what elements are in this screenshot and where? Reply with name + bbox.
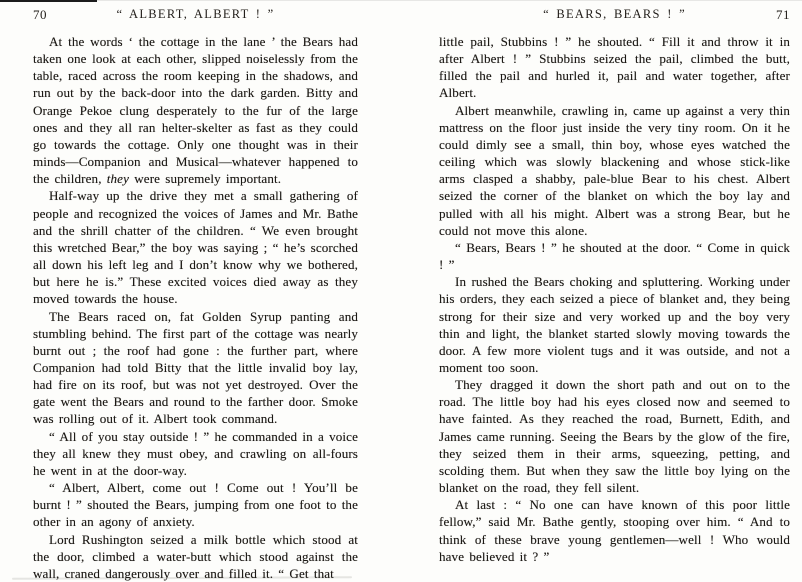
- page-number: 70: [33, 7, 47, 22]
- page-number: 71: [776, 7, 790, 22]
- text-segment: little pail, Stubbins ! ” he shouted. “ Fill it and throw it in after Albert ! ” Stubbins seized the pail, climbed the butt, filled the pail and hurled it, pail and water together, after Albert.: [439, 34, 790, 101]
- text-segment: “ All of you stay outside ! ” he commanded in a voice they all knew they must obey, and crawling on all-fours he went in at the door-way.: [33, 428, 358, 478]
- text-block-left: [33, 33, 358, 582]
- paragraph: [33, 428, 358, 479]
- text-segment: At last : “ No one can have known of this poor little fellow,” said Mr. Bathe gently, stooping over him. “ And to think of these brave young gentlemen—well ! Who would have believed it ? ”: [439, 497, 790, 564]
- page-left: [0, 0, 401, 580]
- italic-text: they: [106, 171, 130, 187]
- paragraph: [439, 33, 790, 102]
- text-segment: were supremely important.: [129, 171, 282, 187]
- running-header-right: [439, 7, 790, 26]
- paragraph: [33, 479, 358, 530]
- paragraph: [439, 496, 790, 565]
- text-segment: “ Albert, Albert, come out ! Come out ! You’ll be burnt ! ” shouted the Bears, jumping from one foot to the other in an agony of anxiety.: [33, 480, 358, 530]
- paragraph: [439, 273, 790, 376]
- running-header-left: [33, 7, 358, 26]
- text-segment: Half-way up the drive they met a small gathering of people and recognized the voices of James and Mr. Bathe and the shrill chatter of the children. “ We even brought this wretched Bear,” the boy was saying ; “ he’s scorched all down his left leg and I don’t know why we bothered, but here he is.” These excited voices died away as they moved towards the house.: [33, 188, 358, 307]
- paragraph: [439, 102, 790, 239]
- scan-edge-artifact: [97, 0, 802, 1]
- scan-edge-artifact: [0, 0, 97, 2]
- text-segment: Lord Rushington seized a milk bottle which stood at the door, climbed a water-butt which stood against the wall, craned dangerously over and filled it. “ Get that: [33, 531, 358, 581]
- paragraph: [33, 308, 358, 428]
- text-segment: At the words ‘ the cottage in the lane ’ the Bears had taken one look at each other, slipped noiselessly from the table, raced across the room keeping in the shadows, and run out by the back-door into the dark garden. Bitty and Orange Pekoe clung desperately to the fur of the large ones and they all ran helter-skelter as fast as they could go towards the cottage. Only one thought was in their minds—Companion and Musical—whatever happened to the children,: [33, 34, 358, 187]
- paragraph: [439, 239, 790, 273]
- paragraph: [33, 33, 358, 187]
- page-right: [401, 0, 802, 580]
- text-segment: They dragged it down the short path and out on to the road. The little boy had his eyes closed now and seemed to have fainted. As they reached the road, Burnett, Edith, and James came running. Seeing the Bears by the glow of the fire, they seized them in their arms, squeezing, petting, and scolding them. But when they saw the little boy lying on the blanket on the road, they fell silent.: [439, 377, 790, 496]
- text-block-right: [439, 33, 790, 565]
- text-segment: The Bears raced on, fat Golden Syrup panting and stumbling behind. The first part of the cottage was nearly burnt out ; the roof had gone : the further part, where Companion had told Bitty that the little invalid boy lay, had fire on its roof, but was not yet destroyed. Over the gate went the Bears and round to the farther door. Smoke was rolling out of it. Albert took command.: [33, 308, 358, 427]
- running-header-title: “ ALBERT, ALBERT ! ”: [116, 7, 275, 21]
- paragraph: [439, 376, 790, 496]
- text-segment: In rushed the Bears choking and spluttering. Working under his orders, they each seized a piece of blanket and, they being strong for their size and very worked up and the boy very thin and light, the blanket started slowly moving towards the door. A few more violent tugs and it was outside, and not a moment too soon.: [439, 274, 790, 375]
- paragraph: [33, 187, 358, 307]
- text-segment: “ Bears, Bears ! ” he shouted at the door. “ Come in quick ! ”: [439, 239, 790, 273]
- running-header-title: “ BEARS, BEARS ! ”: [543, 7, 686, 21]
- paragraph: [33, 531, 358, 582]
- text-segment: Albert meanwhile, crawling in, came up against a very thin mattress on the floor just inside the very tiny room. On it he could dimly see a small, thin boy, whose eyes watched the ceiling which was slowly blackening and whose stick-like arms clasped a shabby, pale-blue Bear to his chest. Albert seized the corner of the blanket on which the boy lay and pulled with all his might. Albert was a strong Bear, but he could not move this alone.: [439, 102, 790, 238]
